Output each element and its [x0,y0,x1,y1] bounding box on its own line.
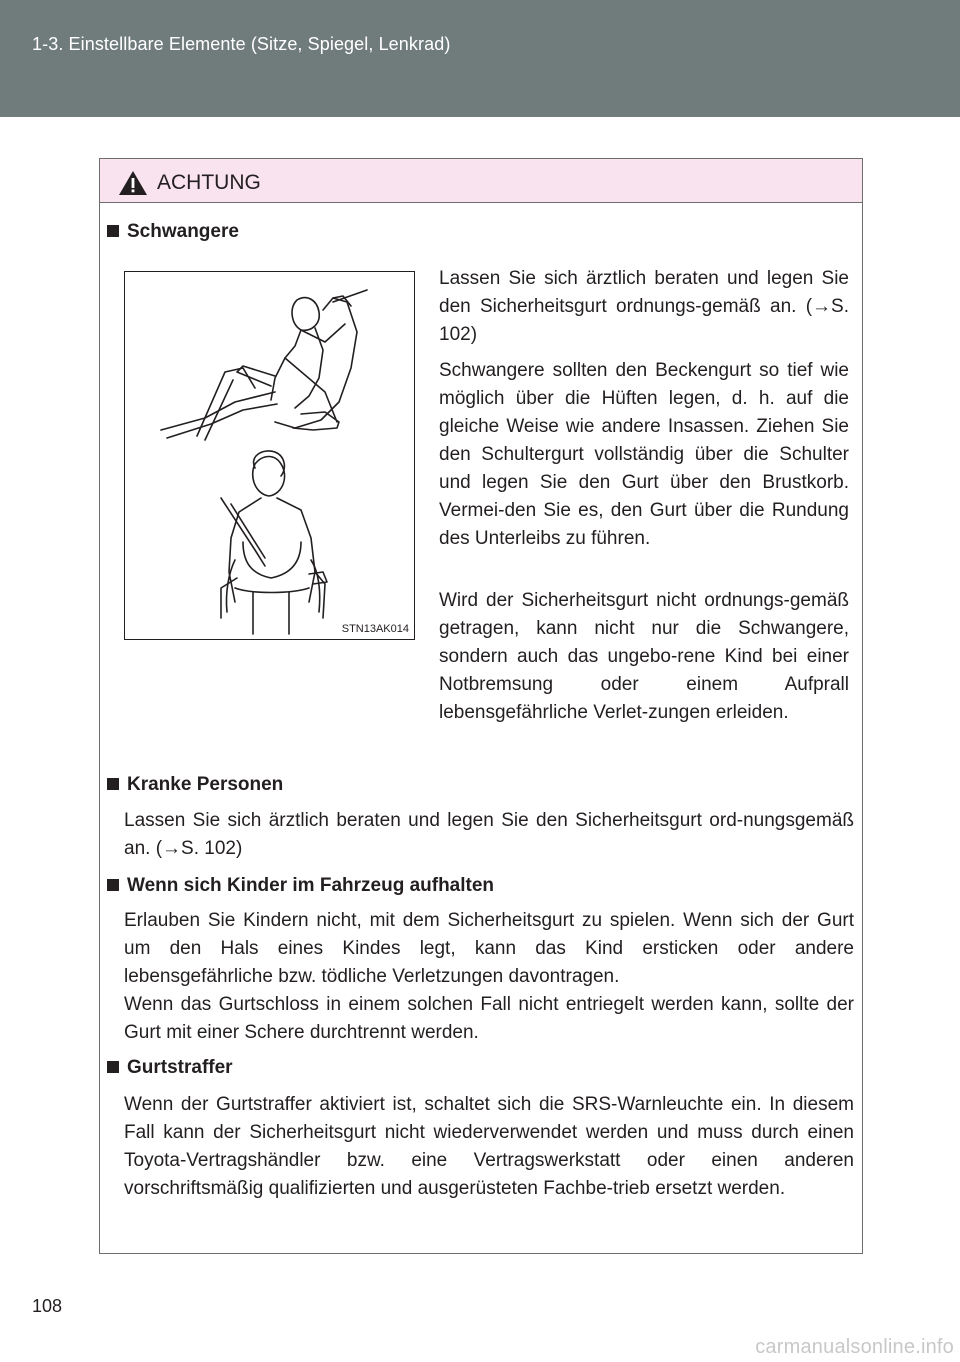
section-heading-schwangere: Schwangere [100,221,239,243]
square-bullet-icon [107,1061,119,1073]
square-bullet-icon [107,778,119,790]
warning-box [99,158,863,1254]
paragraph-kinder-2: Wenn das Gurtschloss in einem solchen Fall nicht entriegelt werden kann, sollte der Gurt mit einer Schere durchtrennt werden. [124,994,854,1043]
section-heading-kinder: Wenn sich Kinder im Fahrzeug aufhalten [100,875,494,897]
seated-pregnant-woman-illustration [125,272,413,638]
warning-triangle-icon [118,170,148,196]
figure-pregnant-seatbelt [124,271,415,640]
chapter-title: 1-3. Einstellbare Elemente (Sitze, Spiegel, Lenkrad) [32,34,451,54]
section-heading-gurtstraffer: Gurtstraffer [100,1057,233,1079]
paragraph-kranke-personen: Lassen Sie sich ärztlich beraten und legen Sie den Sicherheitsgurt ord-nungsgemäß an. (→S. 102) [124,810,854,859]
paragraph-kinder-1: Erlauben Sie Kindern nicht, mit dem Sicherheitsgurt zu spielen. Wenn sich der Gurt um den Hals eines Kindes legt, kann das Kind ersticken oder andere lebensgefährliche bzw. tödliche Verletzungen davontragen. [124,910,854,987]
square-bullet-icon [107,879,119,891]
paragraph-gurtstraffer: Wenn der Gurtstraffer aktiviert ist, schaltet sich die SRS-Warnleuchte ein. In diesem Fall kann der Sicherheitsgurt nicht wiederverwendet werden und muss durch einen Toyota-Vertragshändler bzw. eine Vertragswerkstatt oder einen anderen vorschriftsmäßig qualifizierten und ausgerüsteten Fachbe-trieb ersetzt werden. [124,1094,854,1199]
warning-title: ACHTUNG [157,171,261,194]
paragraph-schwangere-3: Wird der Sicherheitsgurt nicht ordnungs-gemäß getragen, kann nicht nur die Schwangere, sondern auch das ungebo-rene Kind bei einer Notbremsung oder einem Aufprall lebensgefährliche Verlet-zungen erleiden. [439,590,849,723]
page-number: 108 [32,1296,63,1316]
square-bullet-icon [107,225,119,237]
paragraph-schwangere-2: Schwangere sollten den Beckengurt so tief wie möglich über die Hüften legen, d. h. auf die gleiche Weise wie andere Insassen. Ziehen Sie den Schultergurt vollständig über die Schulter und legen Sie den Gurt über den Brustkorb. Vermei-den Sie es, den Gurt über die Rundung des Unterleibs zu führen. [439,360,849,549]
section-heading-kranke-personen: Kranke Personen [100,774,283,796]
page-header-band [0,0,960,117]
watermark-text: carmanualsonline.info [755,1336,954,1358]
paragraph-schwangere-1: Lassen Sie sich ärztlich beraten und legen Sie den Sicherheitsgurt ordnungs-gemäß an. (→S. 102) [439,268,849,345]
figure-code: STN13AK014 [341,623,409,635]
warning-header [100,159,862,203]
